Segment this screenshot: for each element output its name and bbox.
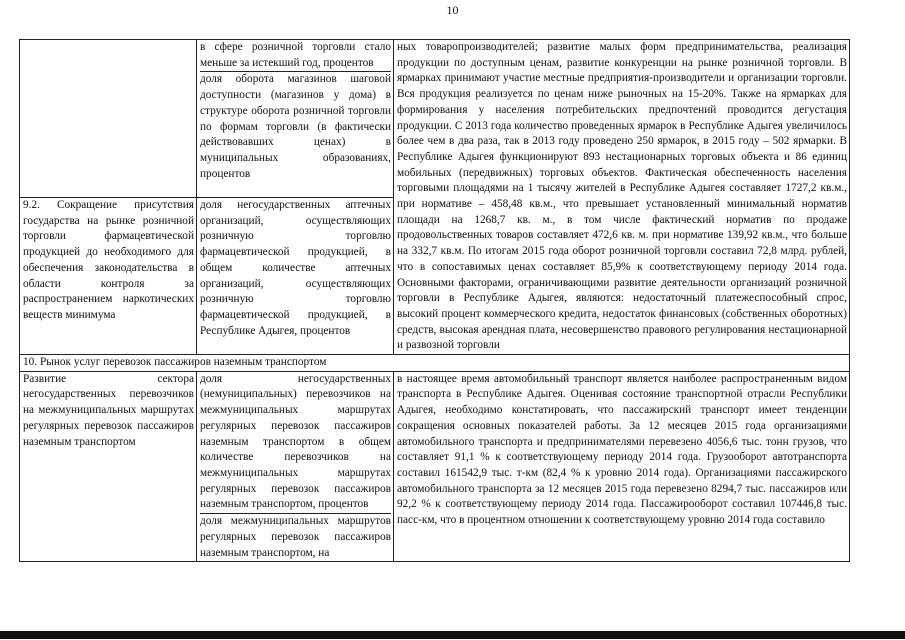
- target-cell: [20, 40, 197, 198]
- indicator-text: в сфере розничной торговли стало меньше за истекший год, процентов: [200, 40, 391, 72]
- target-cell: 9.2. Сокращение присутствия государства на рынке розничной торговли фармацевтической продукцией до необходимого для обеспечения законодательства в области контроля за распространением наркотических веществ минимума: [20, 198, 197, 355]
- indicator-cell: [197, 40, 394, 198]
- indicator-text: доля негосударственных (немуниципальных) перевозчиков на межмуниципальных маршрутах регулярных перевозок пассажиров наземным транспортом в общем количестве перевозчиков на межмуниципальных маршрутах регулярных перевозок пассажиров наземным транспортом, процентов: [200, 372, 391, 514]
- section-header: 10. Рынок услуг перевозок пассажиров наземным транспортом: [20, 355, 850, 372]
- measures-table: [19, 39, 850, 562]
- description-cell: в настоящее время автомобильный транспорт является наиболее распространенным видом транспорта в Республике Адыгея. Оценивая состояние транспортной отрасли Республики Адыгея, необходимо констатировать, что пассажирский транспорт имеет тенденции сокращения основных показателей работы. За 12 месяцев 2015 года организациями автомобильного транспорта и предпринимателями перевезено 4056,6 тыс. тонн грузов, что составляет 91,1 % к соответствующему периоду 2014 года. Грузооборот автотранспорта составил 161542,9 тыс. т-км (82,4 % к уровню 2014 года). Организациями пассажирского автомобильного транспорта за 12 месяцев 2015 года перевезено 8294,7 тыс. пассажиров или 92,2 % к соответствующему периоду 2014 года. Пассажирооборот составил 107446,8 тыс. пасс-км, что в процентном отношении к соответствующему уровню 2014 года составило: [394, 371, 850, 561]
- table-row: [20, 40, 850, 198]
- table-row: [20, 371, 850, 561]
- indicator-cell: [197, 371, 394, 561]
- table-row: [20, 355, 850, 372]
- description-cell: ных товаропроизводителей; развитие малых форм предпринимательства, реализация продукции по доступным ценам, развитие конкуренции на рынке розничной торговли. В ярмарках принимают участие местные предприятия-производители и организации торговли. Вся продукция реализуется по ценам ниже рыночных на 15-20%. Также на ярмарках для формирования у населения потребительских предпочтений проводится дегустация продукции. С 2013 года количество проведенных ярмарок в Республике Адыгея увеличилось более чем в два раза, так в 2013 году проведено 250 ярмарок, в 2015 году – 502 ярмарки. В Республике Адыгея функционируют 893 нестационарных торговых объекта и 86 единиц мобильных (передвижных) торговых объектов. Фактическая обеспеченность населения торговыми площадями на 1 тысячу жителей в Республике Адыгея составляет 1727,2 кв.м., при нормативе – 458,48 кв.м., что превышает установленный минимальный норматив площади на 1268,7 кв. м., в том числе фактический норматив по продаже продовольственных товаров составляет 472,6 кв. м. при нормативе 139,92 кв.м., что больше на 332,7 кв.м. По итогам 2015 года оборот розничной торговли составил 72,8 млрд. рублей, что в сопоставимых ценах составляет 85,9% к соответствующему периоду 2014 года. Основными факторами, ограничивающими развитие деятельности организаций розничной торговли в Республике Адыгея, являются: недостаточный платежеспособный спрос, высокий процент коммерческого кредита, недостаток финансовых (собственных оборотных) средств, высокая арендная плата, несовершенство правового регулирования нестационарной и развозной торговли: [394, 40, 850, 355]
- page-number: 10: [446, 3, 459, 17]
- indicator-text: доля оборота магазинов шаговой доступности (магазинов у дома) в структуре оборота розничной торговли по формам торговли (в фактически действовавших ценах) в муниципальных образованиях, процентов: [200, 73, 391, 180]
- scan-edge: [0, 631, 905, 639]
- indicator-text: доля межмуниципальных маршрутов регулярных перевозок пассажиров наземным транспортом, на: [200, 515, 391, 559]
- indicator-cell: доля негосударственных аптечных организаций, осуществляющих розничную торговлю фармацевтической продукцией, в общем количестве аптечных организаций, осуществляющих розничную торговлю фармацевтической продукцией, в Республике Адыгея, процентов: [197, 198, 394, 355]
- target-cell: Развитие сектора негосударственных перевозчиков на межмуниципальных маршрутах регулярных перевозок пассажиров наземным транспортом: [20, 371, 197, 561]
